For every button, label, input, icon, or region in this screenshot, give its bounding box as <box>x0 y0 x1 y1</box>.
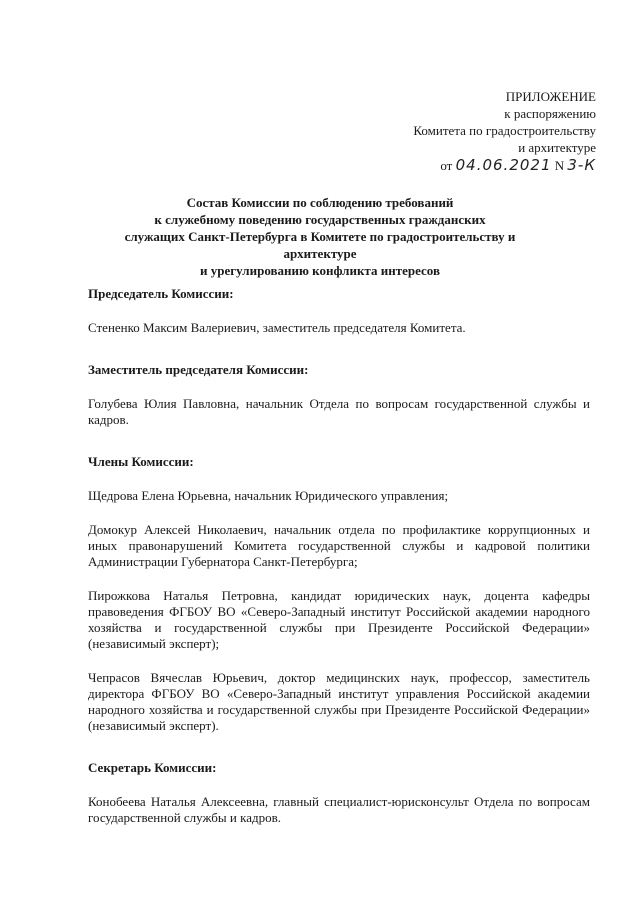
handwritten-date: 04.06.2021 <box>455 156 552 174</box>
member-entry-1: Щедрова Елена Юрьевна, начальник Юридического управления; <box>88 488 449 503</box>
annex-line-2: Комитета по градостроительству <box>413 123 596 138</box>
deputy-heading: Заместитель председателя Комиссии: <box>88 362 309 377</box>
annex-line-1: к распоряжению <box>504 106 596 121</box>
document-body <box>88 286 590 826</box>
chair-entry: Стененко Максим Валериевич, заместитель председателя Комитета. <box>88 320 466 335</box>
title-line-3: служащих Санкт-Петербурга в Комитете по градостроительству и архитектуре <box>124 229 516 261</box>
members-heading: Члены Комиссии: <box>88 454 194 469</box>
secretary-heading: Секретарь Комиссии: <box>88 760 217 775</box>
member-entry-2: Домокур Алексей Николаевич, начальник отдела по профилактике коррупционных и иных правонарушений Комитета государственной службы и кадровой политики Администрации Губернатора Санкт-Петербурга; <box>88 522 590 569</box>
member-entry-4: Чепрасов Вячеслав Юрьевич, доктор медицинских наук, профессор, заместитель директора ФГБОУ ВО «Северо-Западный институт управления Российской академии народного хозяйства и государственной службы при Президенте Российской Федерации» (независимый эксперт). <box>88 670 590 733</box>
chair-heading: Председатель Комиссии: <box>88 286 234 301</box>
handwritten-number: 3-К <box>567 156 596 174</box>
annex-block <box>413 88 596 174</box>
annex-line-3: и архитектуре <box>518 140 596 155</box>
secretary-entry: Конобеева Наталья Алексеевна, главный специалист-юрисконсульт Отдела по вопросам государственной службы и кадров. <box>88 794 590 825</box>
date-prefix: от <box>440 158 453 173</box>
annex-label: ПРИЛОЖЕНИЕ <box>505 89 596 104</box>
annex-reference <box>413 157 596 174</box>
document-title <box>88 194 552 279</box>
title-line-2: к служебному поведению государственных гражданских <box>154 212 486 227</box>
member-entry-3: Пирожкова Наталья Петровна, кандидат юридических наук, доцента кафедры правоведения ФГБОУ ВО «Северо-Западный институт Российской академии народного хозяйства и государственной службы при Президенте Российской Федерации» (независимый эксперт); <box>88 588 590 651</box>
deputy-entry: Голубева Юлия Павловна, начальник Отдела по вопросам государственной службы и кадров. <box>88 396 590 427</box>
title-line-1: Состав Комиссии по соблюдению требований <box>186 195 454 210</box>
title-line-4: и урегулированию конфликта интересов <box>199 263 440 278</box>
number-prefix: N <box>554 158 565 173</box>
